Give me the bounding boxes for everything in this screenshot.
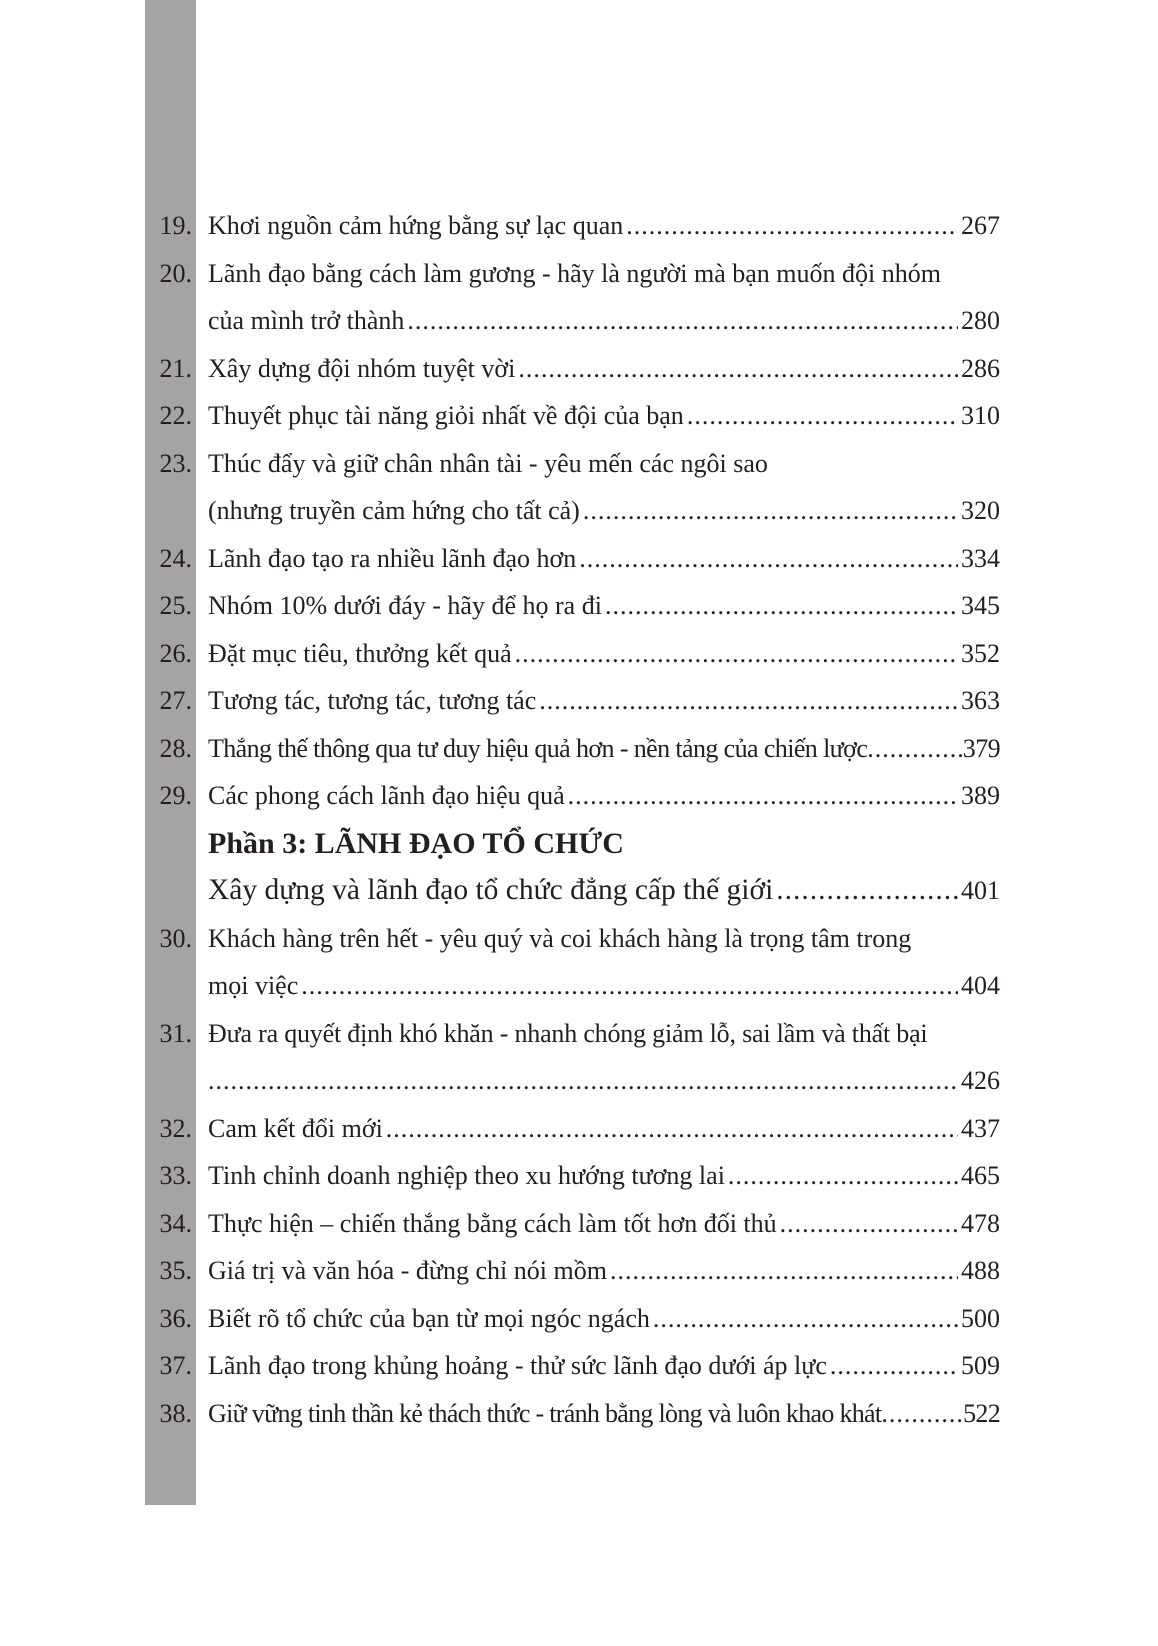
- part-subtitle: Xây dựng và lãnh đạo tổ chức đẳng cấp thế giới: [208, 874, 774, 906]
- page-number: 522: [963, 1398, 1000, 1428]
- toc-entry[interactable]: [150, 1247, 1000, 1295]
- entry-number: 36.: [159, 1303, 192, 1333]
- toc-entry[interactable]: [150, 1295, 1000, 1343]
- entry-title: Lãnh đạo tạo ra nhiều lãnh đạo hơn: [208, 543, 577, 573]
- page-number: 465: [961, 1161, 1000, 1190]
- page-number: 363: [961, 686, 1000, 715]
- toc-entry[interactable]: [150, 630, 1000, 678]
- toc-entry[interactable]: [150, 772, 1000, 820]
- dot-leader: [579, 535, 958, 583]
- entry-title: Lãnh đạo trong khủng hoảng - thử sức lãnh đạo dưới áp lực: [208, 1351, 827, 1380]
- toc-entry[interactable]: [150, 440, 1000, 488]
- entry-number: 38.: [159, 1398, 192, 1428]
- entry-title: Các phong cách lãnh đạo hiệu quả: [208, 781, 565, 810]
- dot-leader: [780, 1200, 958, 1248]
- toc-entry[interactable]: [150, 1342, 1000, 1390]
- page-number: 345: [961, 591, 1000, 620]
- page-number: 334: [961, 543, 1000, 573]
- dot-leader: [518, 345, 958, 393]
- entry-number: 33.: [159, 1161, 192, 1190]
- entry-number: 24.: [159, 543, 192, 573]
- entry-title: Tương tác, tương tác, tương tác: [208, 686, 537, 715]
- entry-title: Giữ vững tinh thần kẻ thách thức - tránh bằng lòng và luôn khao khát: [208, 1398, 882, 1428]
- page-number: 509: [961, 1351, 1000, 1380]
- dot-leader: [881, 1390, 963, 1438]
- section-subheading[interactable]: [150, 867, 1000, 915]
- toc-entry-continuation[interactable]: [150, 962, 1000, 1010]
- dot-leader: [867, 725, 963, 773]
- entry-number: 30.: [159, 923, 192, 953]
- page-number: 401: [961, 876, 1000, 905]
- page-number: 488: [961, 1256, 1000, 1285]
- toc-entry[interactable]: [150, 1390, 1000, 1438]
- entry-number: 34.: [159, 1208, 192, 1238]
- toc-entry[interactable]: [150, 392, 1000, 440]
- dot-leader: [626, 202, 958, 250]
- dot-leader: [830, 1342, 958, 1390]
- entry-title: Đặt mục tiêu, thưởng kết quả: [208, 638, 512, 668]
- page-number: 320: [961, 496, 1000, 525]
- toc-entry[interactable]: [150, 1105, 1000, 1153]
- entry-number: 28.: [159, 733, 192, 763]
- entry-number: 25.: [159, 591, 192, 620]
- dot-leader: [653, 1295, 958, 1343]
- entry-number: 27.: [159, 686, 192, 715]
- page-number: 286: [961, 353, 1000, 383]
- dot-leader: [610, 1247, 958, 1295]
- page-number: 426: [961, 1066, 1000, 1095]
- entry-title: của mình trở thành: [208, 306, 405, 335]
- entry-number: 21.: [159, 353, 192, 383]
- dot-leader: [728, 1152, 958, 1200]
- page-number: 437: [961, 1113, 1000, 1143]
- entry-title: Thực hiện – chiến thắng bằng cách làm tốt hơn đối thủ: [208, 1208, 777, 1238]
- toc-entry-continuation[interactable]: [150, 487, 1000, 535]
- entry-number: 32.: [159, 1113, 192, 1143]
- entry-number: 37.: [159, 1351, 192, 1380]
- dot-leader: [776, 867, 958, 915]
- entry-number: 26.: [159, 638, 192, 668]
- dot-leader: [605, 582, 958, 630]
- page-number: 500: [961, 1303, 1000, 1333]
- toc-entry[interactable]: [150, 250, 1000, 298]
- dot-leader: [539, 677, 958, 725]
- entry-title: Cam kết đổi mới: [208, 1113, 383, 1143]
- toc-entry-continuation[interactable]: [150, 1057, 1000, 1105]
- entry-title: Biết rõ tổ chức của bạn từ mọi ngóc ngách: [208, 1303, 650, 1333]
- toc-entry[interactable]: [150, 1010, 1000, 1058]
- dot-leader: [208, 1057, 958, 1105]
- entry-title: mọi việc: [208, 971, 299, 1000]
- entry-title: Nhóm 10% dưới đáy - hãy để họ ra đi: [208, 591, 602, 620]
- toc-entry[interactable]: [150, 915, 1000, 963]
- dot-leader: [407, 297, 958, 345]
- entry-title: Xây dựng đội nhóm tuyệt vời: [208, 353, 516, 383]
- part-title: Phần 3: LÃNH ĐẠO TỔ CHỨC: [208, 826, 624, 860]
- toc-entry[interactable]: [150, 582, 1000, 630]
- entry-title: Giá trị và văn hóa - đừng chỉ nói mồm: [208, 1256, 607, 1285]
- toc-entry-continuation[interactable]: [150, 297, 1000, 345]
- entry-number: 31.: [159, 1018, 192, 1048]
- entry-number: 35.: [159, 1256, 192, 1285]
- page-number: 404: [961, 971, 1000, 1000]
- entry-number: 29.: [159, 781, 192, 810]
- page-number: 379: [962, 733, 1000, 763]
- page-number: 310: [961, 401, 1000, 430]
- table-of-contents: [150, 202, 1000, 1437]
- entry-title: Khách hàng trên hết - yêu quý và coi khách hàng là trọng tâm trong: [208, 923, 912, 953]
- entry-number: 20.: [159, 258, 192, 288]
- entry-number: 22.: [159, 401, 192, 430]
- entry-number: 23.: [159, 448, 192, 478]
- entry-title: Tinh chỉnh doanh nghiệp theo xu hướng tương lai: [208, 1161, 725, 1190]
- entry-title: Thắng thế thông qua tư duy hiệu quả hơn - nền tảng của chiến lược: [208, 733, 868, 763]
- toc-entry[interactable]: [150, 677, 1000, 725]
- section-heading[interactable]: [150, 820, 1000, 868]
- dot-leader: [386, 1105, 958, 1153]
- entry-title: Thúc đẩy và giữ chân nhân tài - yêu mến các ngôi sao: [208, 448, 768, 478]
- entry-title: Đưa ra quyết định khó khăn - nhanh chóng giảm lỗ, sai lầm và thất bại: [208, 1018, 928, 1048]
- dot-leader: [301, 962, 958, 1010]
- toc-entry[interactable]: [150, 535, 1000, 583]
- dot-leader: [568, 772, 958, 820]
- page-number: 267: [961, 211, 1000, 240]
- page-number: 352: [961, 638, 1000, 668]
- toc-entry[interactable]: [150, 1200, 1000, 1248]
- toc-entry[interactable]: [150, 202, 1000, 250]
- dot-leader: [687, 392, 958, 440]
- page-number: 389: [961, 781, 1000, 810]
- entry-title: Khơi nguồn cảm hứng bằng sự lạc quan: [208, 211, 624, 240]
- page-number: 478: [961, 1208, 1000, 1238]
- entry-title: Lãnh đạo bằng cách làm gương - hãy là người mà bạn muốn đội nhóm: [208, 258, 941, 288]
- toc-entry[interactable]: [150, 725, 1000, 773]
- dot-leader: [583, 487, 958, 535]
- entry-title: Thuyết phục tài năng giỏi nhất về đội của bạn: [208, 401, 684, 430]
- toc-entry[interactable]: [150, 1152, 1000, 1200]
- entry-number: 19.: [159, 211, 192, 240]
- entry-title: (nhưng truyền cảm hứng cho tất cả): [208, 496, 580, 525]
- toc-entry[interactable]: [150, 345, 1000, 393]
- dot-leader: [515, 630, 958, 678]
- page-number: 280: [961, 306, 1000, 335]
